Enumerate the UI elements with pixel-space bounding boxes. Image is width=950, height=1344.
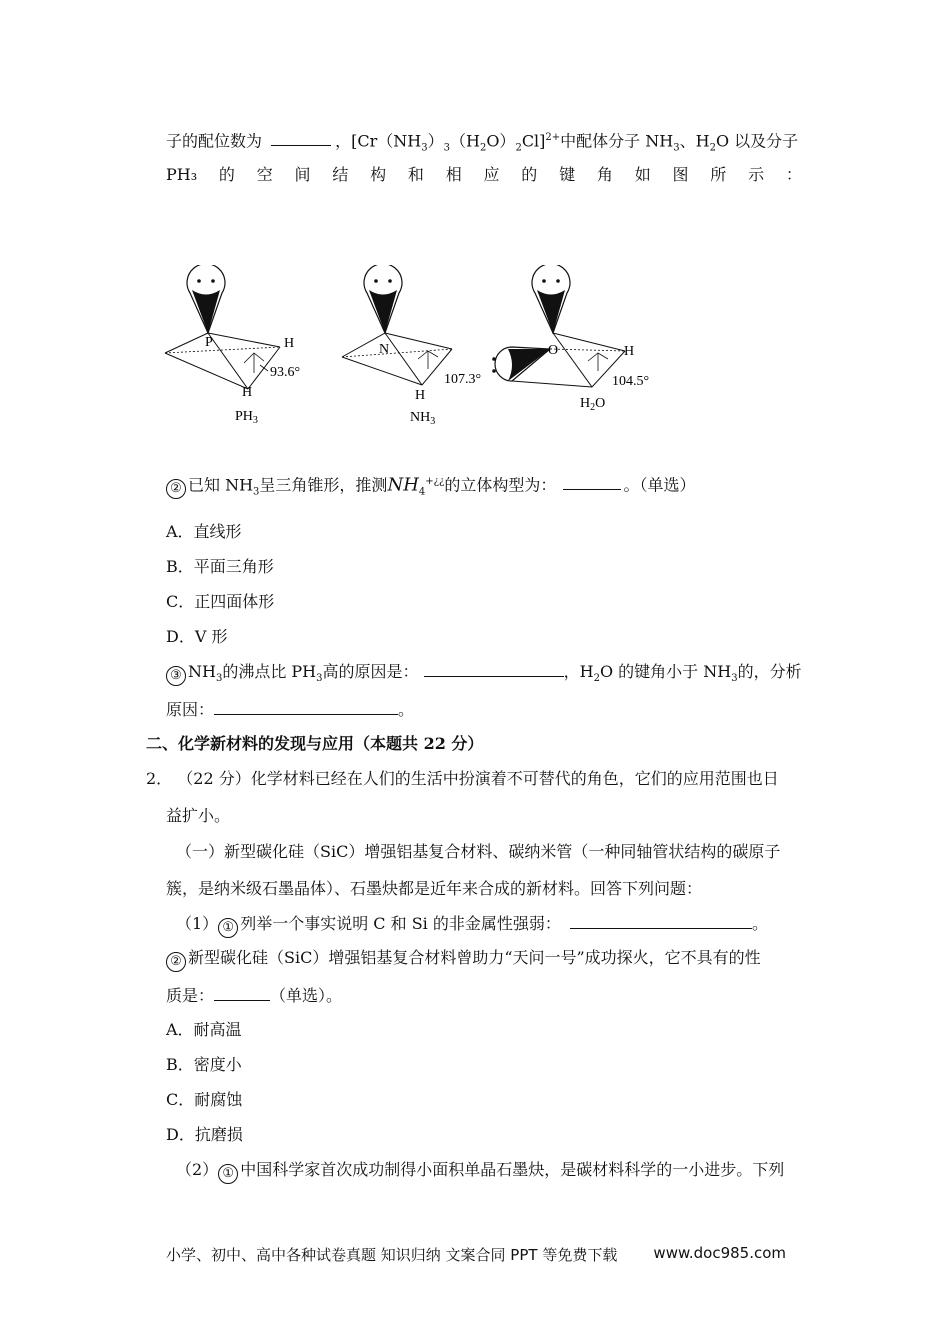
- problem-2-line-1: 2． （22 分）化学材料已经在人们的生活中扮演着不可替代的角色，它们的应用范围也日: [146, 769, 779, 788]
- answer-blank[interactable]: [214, 700, 398, 715]
- paragraph-1-line-2: 簇，是纳米级石墨晶体）、石墨炔都是近年来合成的新材料。回答下列问题：: [166, 879, 703, 898]
- option-a[interactable]: A．直线形: [166, 522, 242, 541]
- sub-question-2-line-2: 质是： （单选）。: [166, 986, 343, 1005]
- option-c[interactable]: C．正四面体形: [166, 592, 275, 611]
- nh3-center-atom: N: [379, 342, 390, 357]
- option-b[interactable]: B．密度小: [166, 1055, 242, 1074]
- h2o-structure: [492, 265, 649, 413]
- h2o-h-right: H: [624, 344, 635, 359]
- nh3-h-bottom: H: [415, 388, 426, 403]
- option-d[interactable]: D．V 形: [166, 627, 228, 646]
- page-footer: [166, 1244, 786, 1265]
- h2o-angle: 104.5°: [612, 374, 650, 389]
- sub-question-3: （2） ① 中国科学家首次成功制得小面积单晶石墨炔，是碳材料科学的一小进步。下列: [176, 1160, 784, 1184]
- question-3-line-2: 原因： 。: [166, 700, 415, 719]
- text-line-1: 子的配位数为 ，$[Cr(NH_3)_3(H_2O)_2Cl]^{2+}$中配体分子 $NH_3$、$H_2O$ 以及分子: [166, 131, 799, 154]
- ph3-center-atom: P: [205, 335, 213, 350]
- paragraph-1-line-1: （一）新型碳化硅（SiC）增强铝基复合材料、碳纳米管（一种同轴管状结构的碳原子: [176, 842, 781, 861]
- answer-blank[interactable]: [424, 662, 564, 677]
- molecule-figure: [160, 265, 680, 435]
- question-3-line: ③ $NH_3$的沸点比 $PH_3$高的原因是： ，$H_2O$ 的键角小于 $NH_3$的，分析: [166, 662, 802, 689]
- answer-blank[interactable]: [271, 131, 331, 146]
- text-line-2: PH₃ 的 空 间 结 构 和 相 应 的 键 角 如 图 所 示 ：: [166, 165, 802, 184]
- question-2-line: ② 已知 $NH_3$呈三角锥形，推测$NH_4^{+¿¿}$的立体构型为： 。（单选）: [166, 472, 696, 503]
- option-d[interactable]: D．抗磨损: [166, 1125, 243, 1144]
- option-a[interactable]: A．耐高温: [166, 1020, 242, 1039]
- h2o-center-atom: O: [548, 343, 559, 358]
- footer-link[interactable]: www.doc985.com: [653, 1244, 786, 1262]
- answer-blank[interactable]: [563, 475, 621, 490]
- ph3-structure: [165, 265, 300, 426]
- h2o-label: $H_2O$: [580, 396, 606, 413]
- nh3-angle: 107.3°: [444, 372, 482, 387]
- ph3-angle: 93.6°: [270, 365, 301, 380]
- nh3-label: $NH_3$: [410, 410, 436, 427]
- ph3-h-right: H: [284, 336, 295, 351]
- option-c[interactable]: C．耐腐蚀: [166, 1090, 243, 1109]
- answer-blank[interactable]: [570, 914, 752, 929]
- answer-blank[interactable]: [214, 986, 270, 1001]
- ph3-h-bottom: H: [242, 385, 253, 400]
- nh3-structure: [342, 265, 481, 427]
- footer-text: 小学、初中、高中各种试卷真题 知识归纳 文案合同 PPT 等免费下载: [166, 1246, 618, 1264]
- sub-question-1: （1） ① 列举一个事实说明 C 和 Si 的非金属性强弱： 。: [176, 914, 768, 938]
- problem-2-line-2: 益扩小。: [166, 806, 231, 825]
- option-b[interactable]: B．平面三角形: [166, 557, 274, 576]
- section-heading: 二、化学新材料的发现与应用（本题共 22 分）: [146, 734, 484, 753]
- sub-question-2-line-1: ② 新型碳化硅（SiC）增强铝基复合材料曾助力“天问一号”成功探火，它不具有的性: [166, 948, 761, 972]
- ph3-label: $PH_3$: [235, 409, 258, 426]
